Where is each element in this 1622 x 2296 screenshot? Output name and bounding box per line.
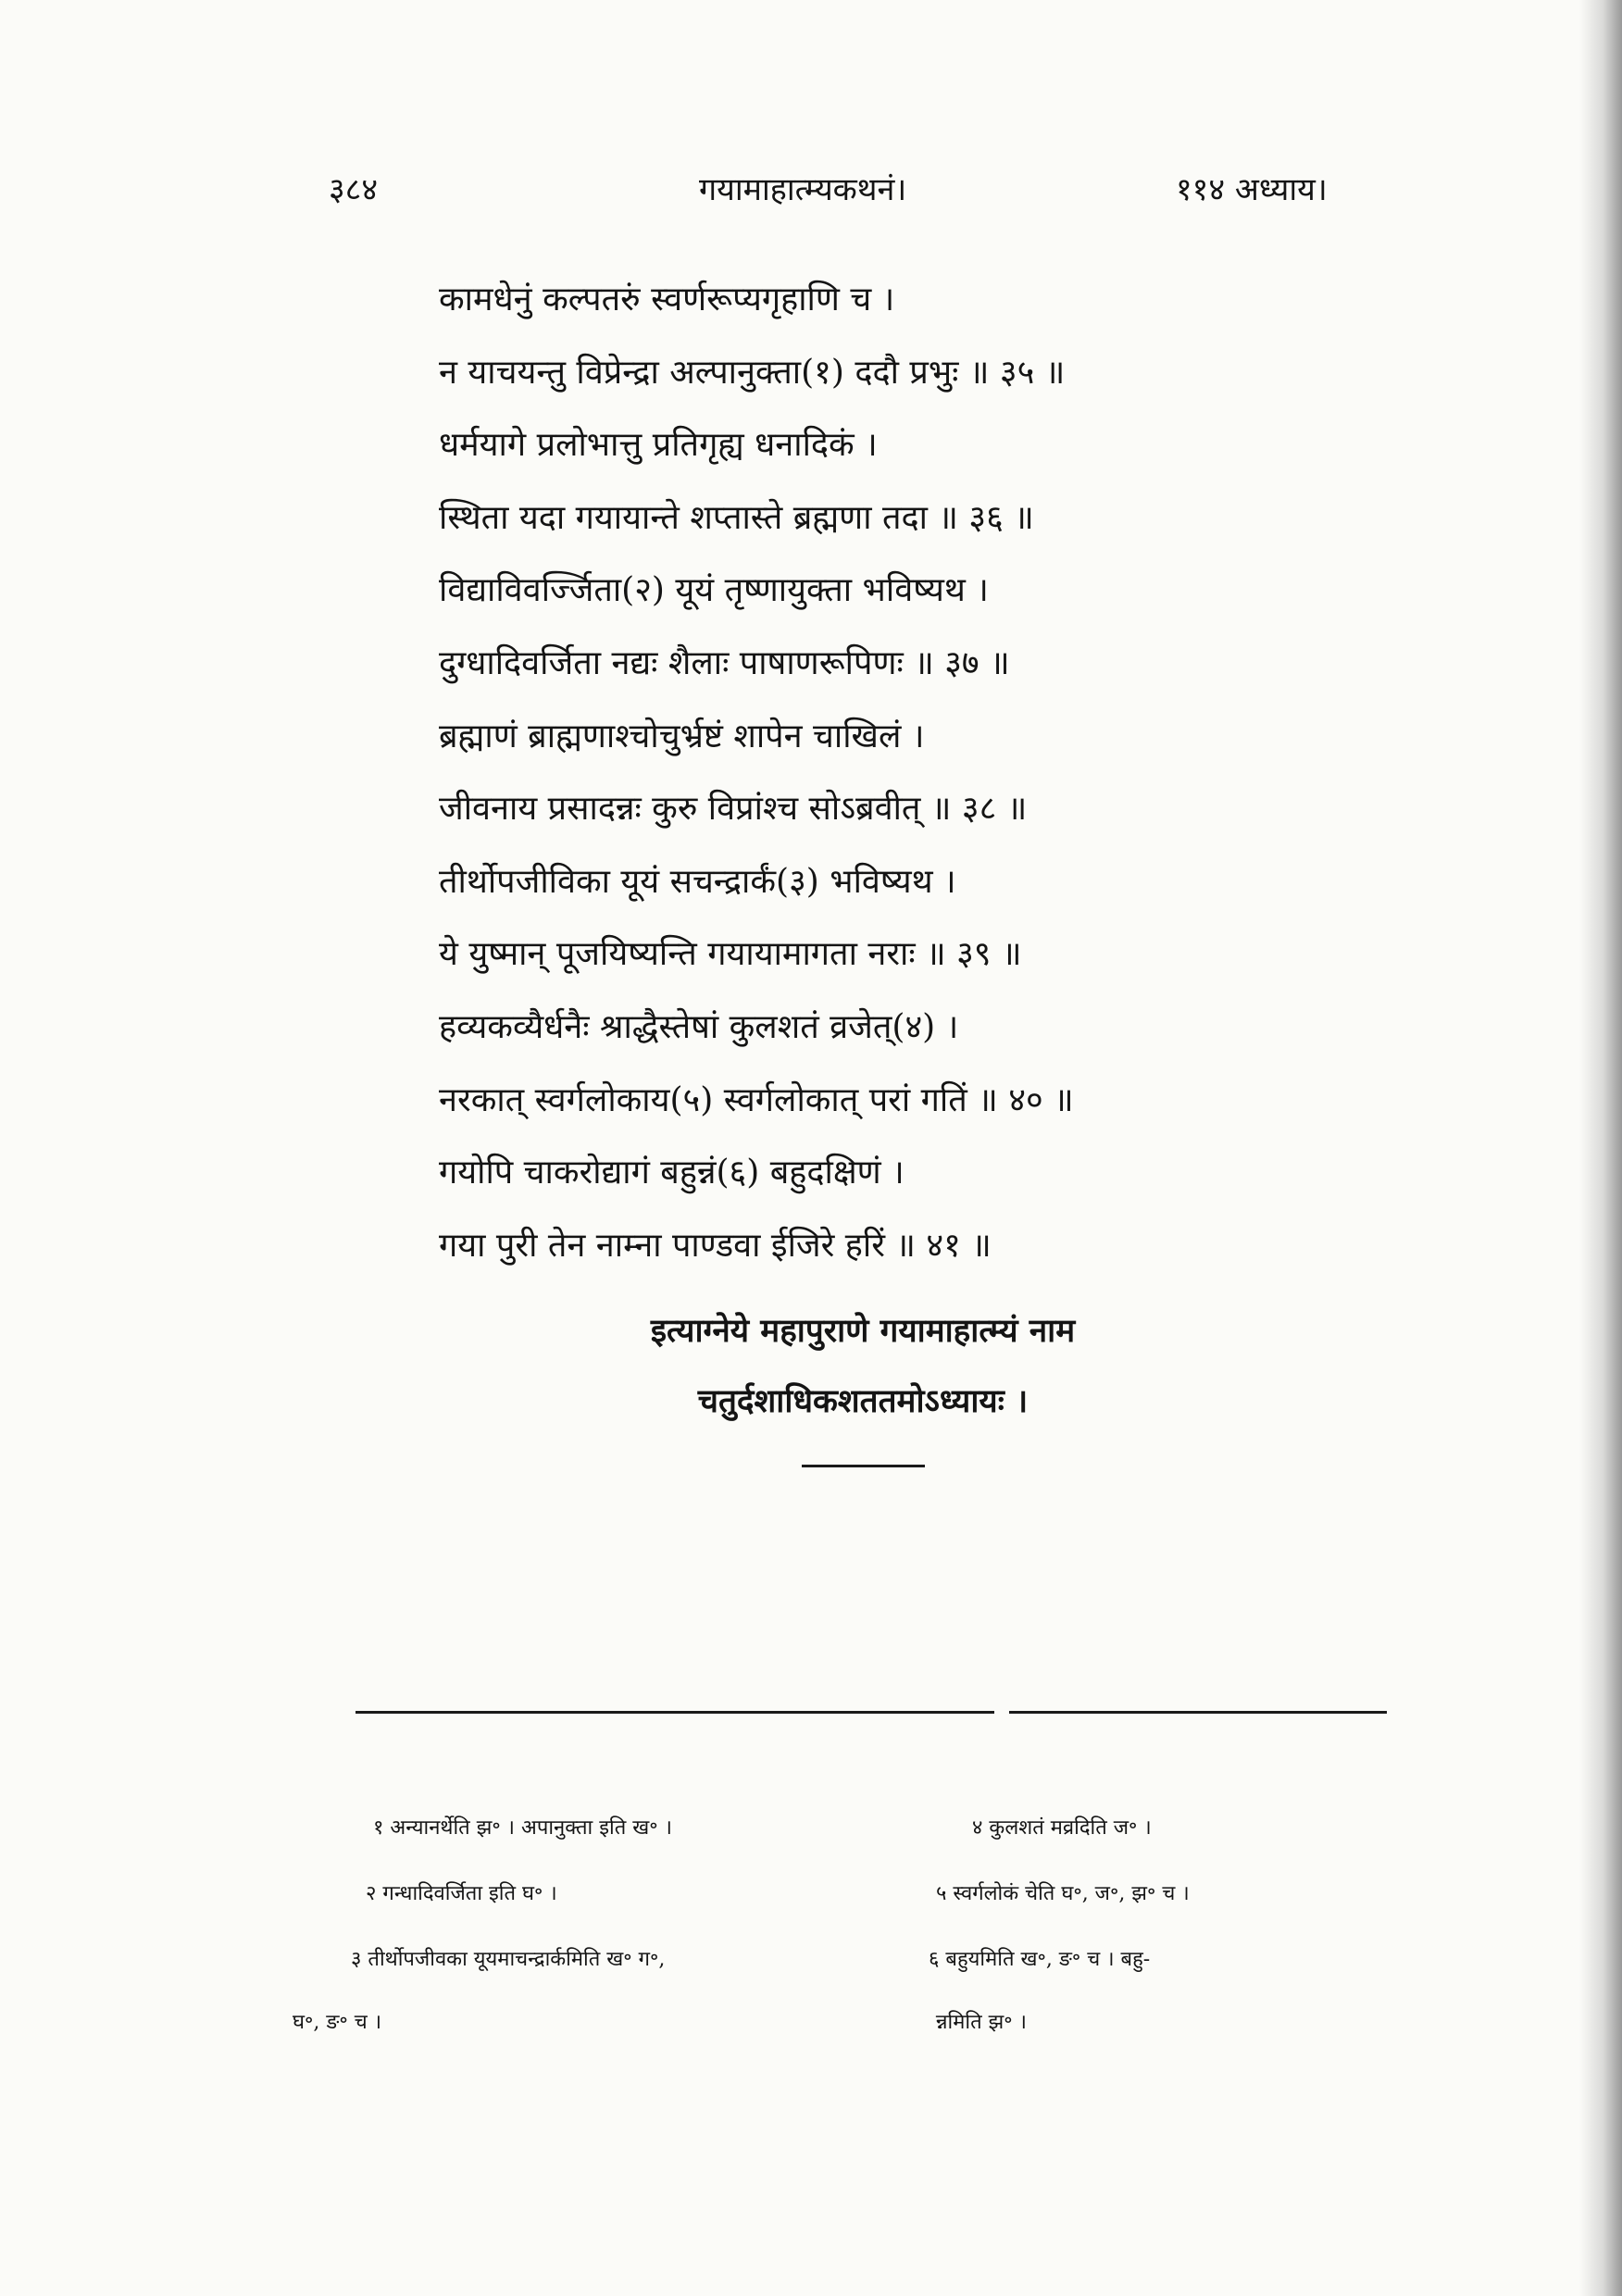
page-number: ३८४ xyxy=(329,171,379,208)
footnote: ६ बहुयमिति ख॰, ङ॰ च । बहु- xyxy=(929,1948,1151,1971)
running-title: गयामाहात्म्यकथनं। xyxy=(699,171,907,208)
verse-line: न याचयन्तु विप्रेन्द्रा अल्पानुक्ता(१) ददौ प्रभुः ॥ ३५ ॥ xyxy=(439,353,1066,392)
footnote: ४ कुलशतं मव्रदिति ज॰ । xyxy=(972,1816,1152,1840)
verse-line: गयोपि चाकरोद्यागं बहुन्नं(६) बहुदक्षिणं । xyxy=(439,1154,905,1192)
footnote: १ अन्यानर्थेति झ॰ । अपानुक्ता इति ख॰ । xyxy=(373,1816,672,1840)
verse-line: गया पुरी तेन नाम्ना पाण्डवा ईजिरे हरिं ॥ ४१ ॥ xyxy=(439,1226,992,1265)
footnote-rule xyxy=(1009,1711,1387,1714)
footnote-rule xyxy=(356,1711,994,1714)
colophon-line: इत्याग्नेये महापुराणे गयामाहात्म्यं नाम xyxy=(650,1312,1076,1350)
verse-line: स्थिता यदा गयायान्ते शप्तास्ते ब्रह्मणा तदा ॥ ३६ ॥ xyxy=(439,498,1034,537)
chapter-colophon xyxy=(518,1296,1207,1437)
verse-line: जीवनाय प्रसादन्नः कुरु विप्रांश्च सोऽब्रवीत् ॥ ३८ ॥ xyxy=(439,790,1028,829)
chapter-end-rule xyxy=(802,1465,925,1467)
colophon-line: चतुर्दशाधिकशततमोऽध्यायः । xyxy=(697,1382,1029,1420)
verse-line: धर्मयागे प्रलोभात्तु प्रतिगृह्य धनादिकं । xyxy=(439,426,878,465)
verse-line: हव्यकव्यैर्धनैः श्राद्धैस्तेषां कुलशतं व्रजेत्(४) । xyxy=(439,1007,959,1046)
verse-line: दुग्धादिवर्जिता नद्यः शैलाः पाषाणरूपिणः ॥ ३७ ॥ xyxy=(439,643,1010,682)
verse-line: कामधेनुं कल्पतरुं स्वर्णरूप्यगृहाणि च । xyxy=(439,281,895,318)
verse-block xyxy=(439,264,1074,1282)
footnote-continuation: घ॰, ङ॰ च । xyxy=(293,2011,382,2034)
verse-line: ब्रह्माणं ब्राह्मणाश्चोचुर्भ्रष्टं शापेन चाखिलं । xyxy=(439,717,925,755)
verse-line: नरकात् स्वर्गलोकाय(५) स्वर्गलोकात् परां गतिं ॥ ४० ॥ xyxy=(439,1080,1074,1119)
chapter-label: ११४ अध्याय। xyxy=(1176,171,1328,208)
footnote-continuation: न्नमिति झ॰ । xyxy=(936,2011,1027,2034)
footnote: ३ तीर्थोपजीवका यूयमाचन्द्रार्कमिति ख॰ ग॰, xyxy=(351,1948,666,1971)
footnote: २ गन्धादिवर्जिता इति घ॰ । xyxy=(366,1882,557,1905)
verse-line: विद्याविवर्ज्जिता(२) यूयं तृष्णायुक्ता भविष्यथ । xyxy=(439,571,989,610)
verse-line: ये युष्मान् पूजयिष्यन्ति गयायामागता नराः ॥ ३९ ॥ xyxy=(439,935,1022,974)
footnote: ५ स्वर्गलोकं चेति घ॰, ज॰, झ॰ च । xyxy=(936,1882,1190,1905)
verse-line: तीर्थोपजीविका यूयं सचन्द्रार्कं(३) भविष्यथ । xyxy=(439,862,956,901)
scan-edge-shadow xyxy=(1579,0,1622,2296)
